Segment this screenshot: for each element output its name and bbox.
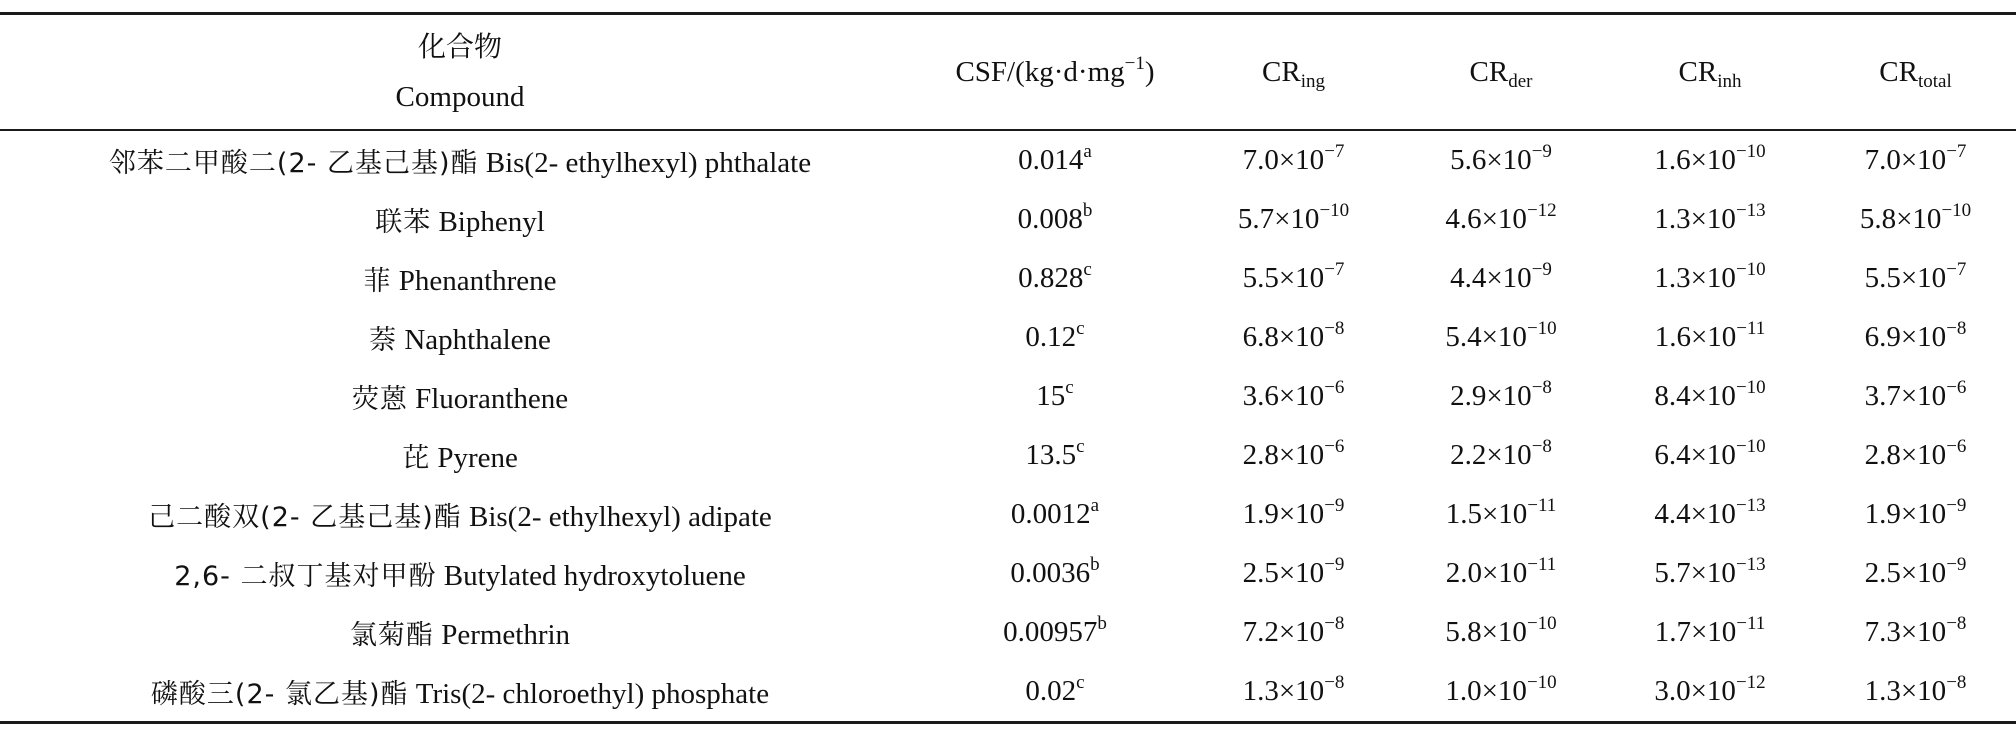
cr-ing-exponent: −7 [1324,259,1345,280]
cr-total-cell [1815,603,2016,662]
table-row [0,190,2016,249]
compound-cell [0,249,920,308]
cr-der-exponent: −10 [1526,318,1557,339]
cr-ing-cell [1190,190,1397,249]
csf-footnote: c [1065,377,1074,398]
cr-ing-mantissa: 7.2×10 [1242,616,1325,648]
compound-name-en: Tris(2- chloroethyl) phosphate [415,678,770,710]
csf-cell [920,485,1190,544]
compound-name-zh: 联苯 [375,207,432,238]
cr-der-cell [1397,603,1605,662]
cr-ing-cell [1190,130,1397,190]
cr-inh-mantissa: 1.6×10 [1654,321,1737,353]
compound-name-en: Bis(2- ethylhexyl) adipate [469,501,772,533]
cr-der-exponent: −8 [1531,377,1552,398]
cr-der-exponent: −9 [1531,259,1552,280]
csf-cell [920,249,1190,308]
cr-inh-exponent: −10 [1735,141,1766,162]
cr-ing-exponent: −7 [1324,141,1345,162]
cr-ing-mantissa: 2.8×10 [1242,439,1325,471]
csf-value: 0.12 [1025,321,1077,353]
header-cr-ing-base: CR [1262,55,1301,88]
table-row [0,603,2016,662]
header-compound-en: Compound [395,81,525,113]
compound-cell [0,130,920,190]
compound-name-en: Butylated hydroxytoluene [443,560,746,592]
cr-ing-mantissa: 5.7×10 [1237,203,1320,235]
compound-name-en: Permethrin [441,619,571,651]
csf-value: 0.0036 [1010,557,1091,589]
compound-name-zh: 磷酸三(2- 氯乙基)酯 [150,679,409,710]
cr-ing-exponent: −6 [1324,436,1345,457]
cr-inh-mantissa: 1.6×10 [1654,144,1736,176]
header-csf-suffix: ) [1144,55,1155,88]
header-cr-ing [1190,14,1397,131]
compound-name-en: Biphenyl [438,206,545,238]
cr-der-exponent: −11 [1527,554,1557,575]
cr-total-cell [1815,308,2016,367]
csf-footnote: b [1082,200,1093,221]
cr-total-cell [1815,485,2016,544]
cr-total-cell [1815,426,2016,485]
cr-der-exponent: −10 [1526,613,1557,634]
table-header [0,14,2016,131]
cr-ing-cell [1190,603,1397,662]
risk-table-container [0,12,2016,724]
header-cr-inh-sub: inh [1717,70,1742,92]
table-row [0,308,2016,367]
cr-der-exponent: −10 [1526,672,1557,693]
cr-der-mantissa: 5.4×10 [1445,321,1527,353]
cr-inh-exponent: −10 [1735,377,1766,398]
cr-der-cell [1397,662,1605,723]
cr-inh-mantissa: 1.7×10 [1654,616,1737,648]
cr-der-mantissa: 2.0×10 [1445,557,1528,589]
csf-footnote: c [1076,318,1085,339]
compound-cell [0,544,920,603]
table-body [0,130,2016,723]
compound-name-en: Pyrene [437,442,518,474]
compound-name-en: Bis(2- ethylhexyl) phthalate [485,147,812,179]
cr-der-cell [1397,249,1605,308]
cr-der-mantissa: 1.0×10 [1445,675,1527,707]
compound-name-zh: 己二酸双(2- 乙基己基)酯 [148,502,462,533]
cr-inh-mantissa: 1.3×10 [1654,262,1736,294]
csf-cell [920,308,1190,367]
cr-total-mantissa: 6.9×10 [1864,321,1947,353]
cr-total-cell [1815,249,2016,308]
header-cr-total [1815,14,2016,131]
cr-ing-exponent: −8 [1324,672,1345,693]
compound-name-en: Phenanthrene [398,265,557,297]
cr-total-exponent: −8 [1946,672,1967,693]
cr-total-cell [1815,190,2016,249]
header-csf-exponent: −1 [1124,52,1145,74]
compound-name-zh: 氯菊酯 [349,620,434,651]
cr-inh-cell [1605,190,1815,249]
cr-total-mantissa: 2.8×10 [1864,439,1947,471]
cr-total-cell [1815,130,2016,190]
cr-der-exponent: −11 [1527,495,1557,516]
cr-total-exponent: −10 [1941,200,1972,221]
csf-cell [920,662,1190,723]
csf-footnote: b [1090,554,1100,575]
header-cr-der [1397,14,1605,131]
table-row [0,367,2016,426]
cr-der-mantissa: 2.2×10 [1450,439,1532,471]
cr-total-mantissa: 5.8×10 [1859,203,1942,235]
csf-footnote: a [1083,141,1092,162]
cr-total-mantissa: 1.9×10 [1864,498,1947,530]
cr-der-mantissa: 5.6×10 [1450,144,1532,176]
cr-inh-cell [1605,249,1815,308]
table-row [0,426,2016,485]
cr-der-cell [1397,367,1605,426]
cr-ing-cell [1190,308,1397,367]
cr-der-cell [1397,485,1605,544]
cr-inh-exponent: −11 [1736,613,1766,634]
compound-name-zh: 2,6- 二叔丁基对甲酚 [174,561,437,592]
cr-total-exponent: −8 [1946,613,1967,634]
csf-cell [920,130,1190,190]
csf-cell [920,190,1190,249]
cr-inh-exponent: −13 [1735,495,1766,516]
cr-inh-exponent: −11 [1736,318,1766,339]
cr-der-mantissa: 4.4×10 [1450,262,1532,294]
csf-value: 0.008 [1017,203,1083,235]
cr-total-exponent: −7 [1946,141,1967,162]
cr-total-exponent: −9 [1946,554,1967,575]
cr-total-mantissa: 7.3×10 [1864,616,1947,648]
header-cr-ing-sub: ing [1300,70,1325,92]
cr-inh-cell [1605,130,1815,190]
csf-footnote: c [1076,436,1085,457]
header-cr-der-sub: der [1508,70,1533,92]
table-row [0,130,2016,190]
cr-ing-mantissa: 2.5×10 [1242,557,1325,589]
cr-inh-exponent: −13 [1735,200,1766,221]
cr-total-mantissa: 2.5×10 [1864,557,1947,589]
compound-name-en: Naphthalene [404,324,551,356]
compound-name-zh: 菲 [363,266,392,297]
compound-cell [0,190,920,249]
cr-der-cell [1397,426,1605,485]
cr-total-mantissa: 7.0×10 [1864,144,1947,176]
table-row [0,485,2016,544]
cr-der-exponent: −12 [1526,200,1557,221]
header-csf-prefix: CSF/(kg·d·mg [955,55,1125,88]
cr-ing-exponent: −9 [1324,554,1345,575]
cr-inh-mantissa: 8.4×10 [1654,380,1736,412]
csf-footnote: b [1097,613,1107,634]
cr-ing-mantissa: 6.8×10 [1242,321,1325,353]
header-row [0,14,2016,131]
cr-total-cell [1815,544,2016,603]
cr-der-exponent: −9 [1531,141,1552,162]
compound-name-en: Fluoranthene [415,383,569,415]
header-cr-der-base: CR [1469,55,1509,88]
cr-inh-cell [1605,308,1815,367]
cr-ing-mantissa: 1.3×10 [1242,675,1325,707]
compound-name-zh: 萘 [369,325,398,356]
cr-der-cell [1397,544,1605,603]
header-cr-inh [1605,14,1815,131]
table-row [0,249,2016,308]
cr-total-exponent: −9 [1946,495,1967,516]
cr-ing-mantissa: 3.6×10 [1242,380,1325,412]
cr-total-mantissa: 3.7×10 [1864,380,1947,412]
cr-inh-exponent: −10 [1735,259,1766,280]
cr-inh-exponent: −10 [1735,436,1766,457]
cr-der-cell [1397,130,1605,190]
csf-footnote: c [1076,672,1085,693]
csf-value: 0.0012 [1010,498,1091,530]
cr-inh-exponent: −12 [1735,672,1766,693]
csf-footnote: a [1090,495,1100,516]
csf-cell [920,603,1190,662]
header-csf [920,14,1190,131]
cr-ing-cell [1190,249,1397,308]
header-cr-total-sub: total [1917,70,1952,92]
compound-name-zh: 芘 [402,443,431,474]
header-compound [0,14,920,131]
csf-cell [920,426,1190,485]
cr-ing-cell [1190,426,1397,485]
cr-inh-mantissa: 3.0×10 [1654,675,1736,707]
cr-total-exponent: −8 [1946,318,1967,339]
csf-value: 0.828 [1018,262,1084,294]
cr-der-exponent: −8 [1531,436,1552,457]
cr-ing-exponent: −8 [1324,318,1345,339]
cr-der-mantissa: 4.6×10 [1445,203,1527,235]
compound-cell [0,662,920,723]
cr-total-exponent: −6 [1946,377,1967,398]
cr-der-mantissa: 2.9×10 [1450,380,1532,412]
cr-inh-exponent: −13 [1735,554,1766,575]
compound-cell [0,367,920,426]
cr-ing-cell [1190,544,1397,603]
cr-total-exponent: −6 [1946,436,1967,457]
cr-inh-cell [1605,662,1815,723]
csf-value: 0.02 [1025,675,1077,707]
csf-value: 0.00957 [1003,616,1098,648]
table-row [0,662,2016,723]
cr-der-mantissa: 1.5×10 [1445,498,1528,530]
cr-ing-mantissa: 5.5×10 [1242,262,1325,294]
compound-name-zh: 荧蒽 [351,384,408,415]
cr-der-mantissa: 5.8×10 [1445,616,1527,648]
header-compound-zh: 化合物 [417,30,502,63]
csf-value: 0.014 [1018,144,1084,176]
cr-total-cell [1815,662,2016,723]
cr-ing-exponent: −8 [1324,613,1345,634]
csf-cell [920,544,1190,603]
cr-ing-exponent: −10 [1319,200,1350,221]
csf-footnote: c [1083,259,1092,280]
cr-inh-cell [1605,603,1815,662]
csf-value: 13.5 [1025,439,1077,471]
cr-ing-exponent: −6 [1324,377,1345,398]
cr-der-cell [1397,190,1605,249]
cr-inh-mantissa: 4.4×10 [1654,498,1736,530]
csf-value: 15 [1036,380,1066,412]
compound-cell [0,426,920,485]
cr-total-mantissa: 5.5×10 [1864,262,1947,294]
cr-total-cell [1815,367,2016,426]
cr-total-mantissa: 1.3×10 [1864,675,1947,707]
csf-cell [920,367,1190,426]
cr-ing-cell [1190,485,1397,544]
cr-der-cell [1397,308,1605,367]
cr-ing-exponent: −9 [1324,495,1345,516]
cr-inh-cell [1605,544,1815,603]
cr-inh-cell [1605,426,1815,485]
compound-cell [0,603,920,662]
header-cr-total-base: CR [1879,55,1918,88]
compound-cell [0,308,920,367]
header-cr-inh-base: CR [1678,55,1718,88]
cr-inh-mantissa: 6.4×10 [1654,439,1736,471]
cr-inh-cell [1605,485,1815,544]
cr-ing-mantissa: 1.9×10 [1242,498,1325,530]
table-row [0,544,2016,603]
cr-ing-mantissa: 7.0×10 [1242,144,1325,176]
cr-ing-cell [1190,662,1397,723]
cr-total-exponent: −7 [1946,259,1967,280]
compound-name-zh: 邻苯二甲酸二(2- 乙基己基)酯 [108,148,479,179]
cancer-risk-table [0,12,2016,724]
cr-inh-cell [1605,367,1815,426]
cr-inh-mantissa: 5.7×10 [1654,557,1736,589]
cr-inh-mantissa: 1.3×10 [1654,203,1736,235]
compound-cell [0,485,920,544]
cr-ing-cell [1190,367,1397,426]
